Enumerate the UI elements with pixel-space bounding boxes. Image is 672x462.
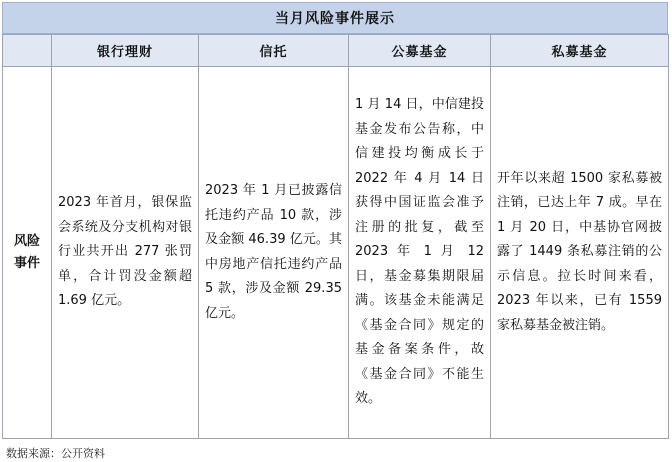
risk-events-table <box>2 34 669 439</box>
header-trust: 信托 <box>199 35 349 67</box>
row-label-line1: 风险 <box>13 233 40 249</box>
table-row <box>3 67 669 439</box>
table-header-row <box>3 35 669 67</box>
header-bank-wealth: 银行理财 <box>52 35 199 67</box>
table-title: 当月风险事件展示 <box>2 2 668 34</box>
cell-trust: 2023 年 1 月已披露信托违约产品 10 款，涉及金额 46.39 亿元。其中房地产信托违约产品 5 款，涉及金额 29.35 亿元。 <box>199 67 349 439</box>
row-label-risk-events <box>3 67 52 439</box>
row-label-line2: 事件 <box>13 255 40 271</box>
cell-private-fund: 开年以来超 1500 家私募被注销，已达上年 7 成。早在 1 月 20 日，中基协官网披露了 1449 条私募注销的公示信息。拉长时间来看，2023 年以来，已有 1559 家私募基金被注销。 <box>491 67 669 439</box>
cell-public-fund: 1 月 14 日，中信建投基金发布公告称，中信建投均衡成长于 2022 年 4 月 14 日获得中国证监会准予注册的批复，截至 2023 年 1 月 12 日，基金募集期限届满。该基金未能满足《基金合同》规定的基金备案条件，故《基金合同》不能生效。 <box>349 67 491 439</box>
data-source-note: 数据来源：公开资料 <box>6 447 105 460</box>
header-corner <box>3 35 52 67</box>
cell-bank-wealth: 2023 年首月，银保监会系统及分支机构对银行业共开出 277 张罚单，合计罚没金额超 1.69 亿元。 <box>52 67 199 439</box>
header-private-fund: 私募基金 <box>491 35 669 67</box>
header-public-fund: 公募基金 <box>349 35 491 67</box>
